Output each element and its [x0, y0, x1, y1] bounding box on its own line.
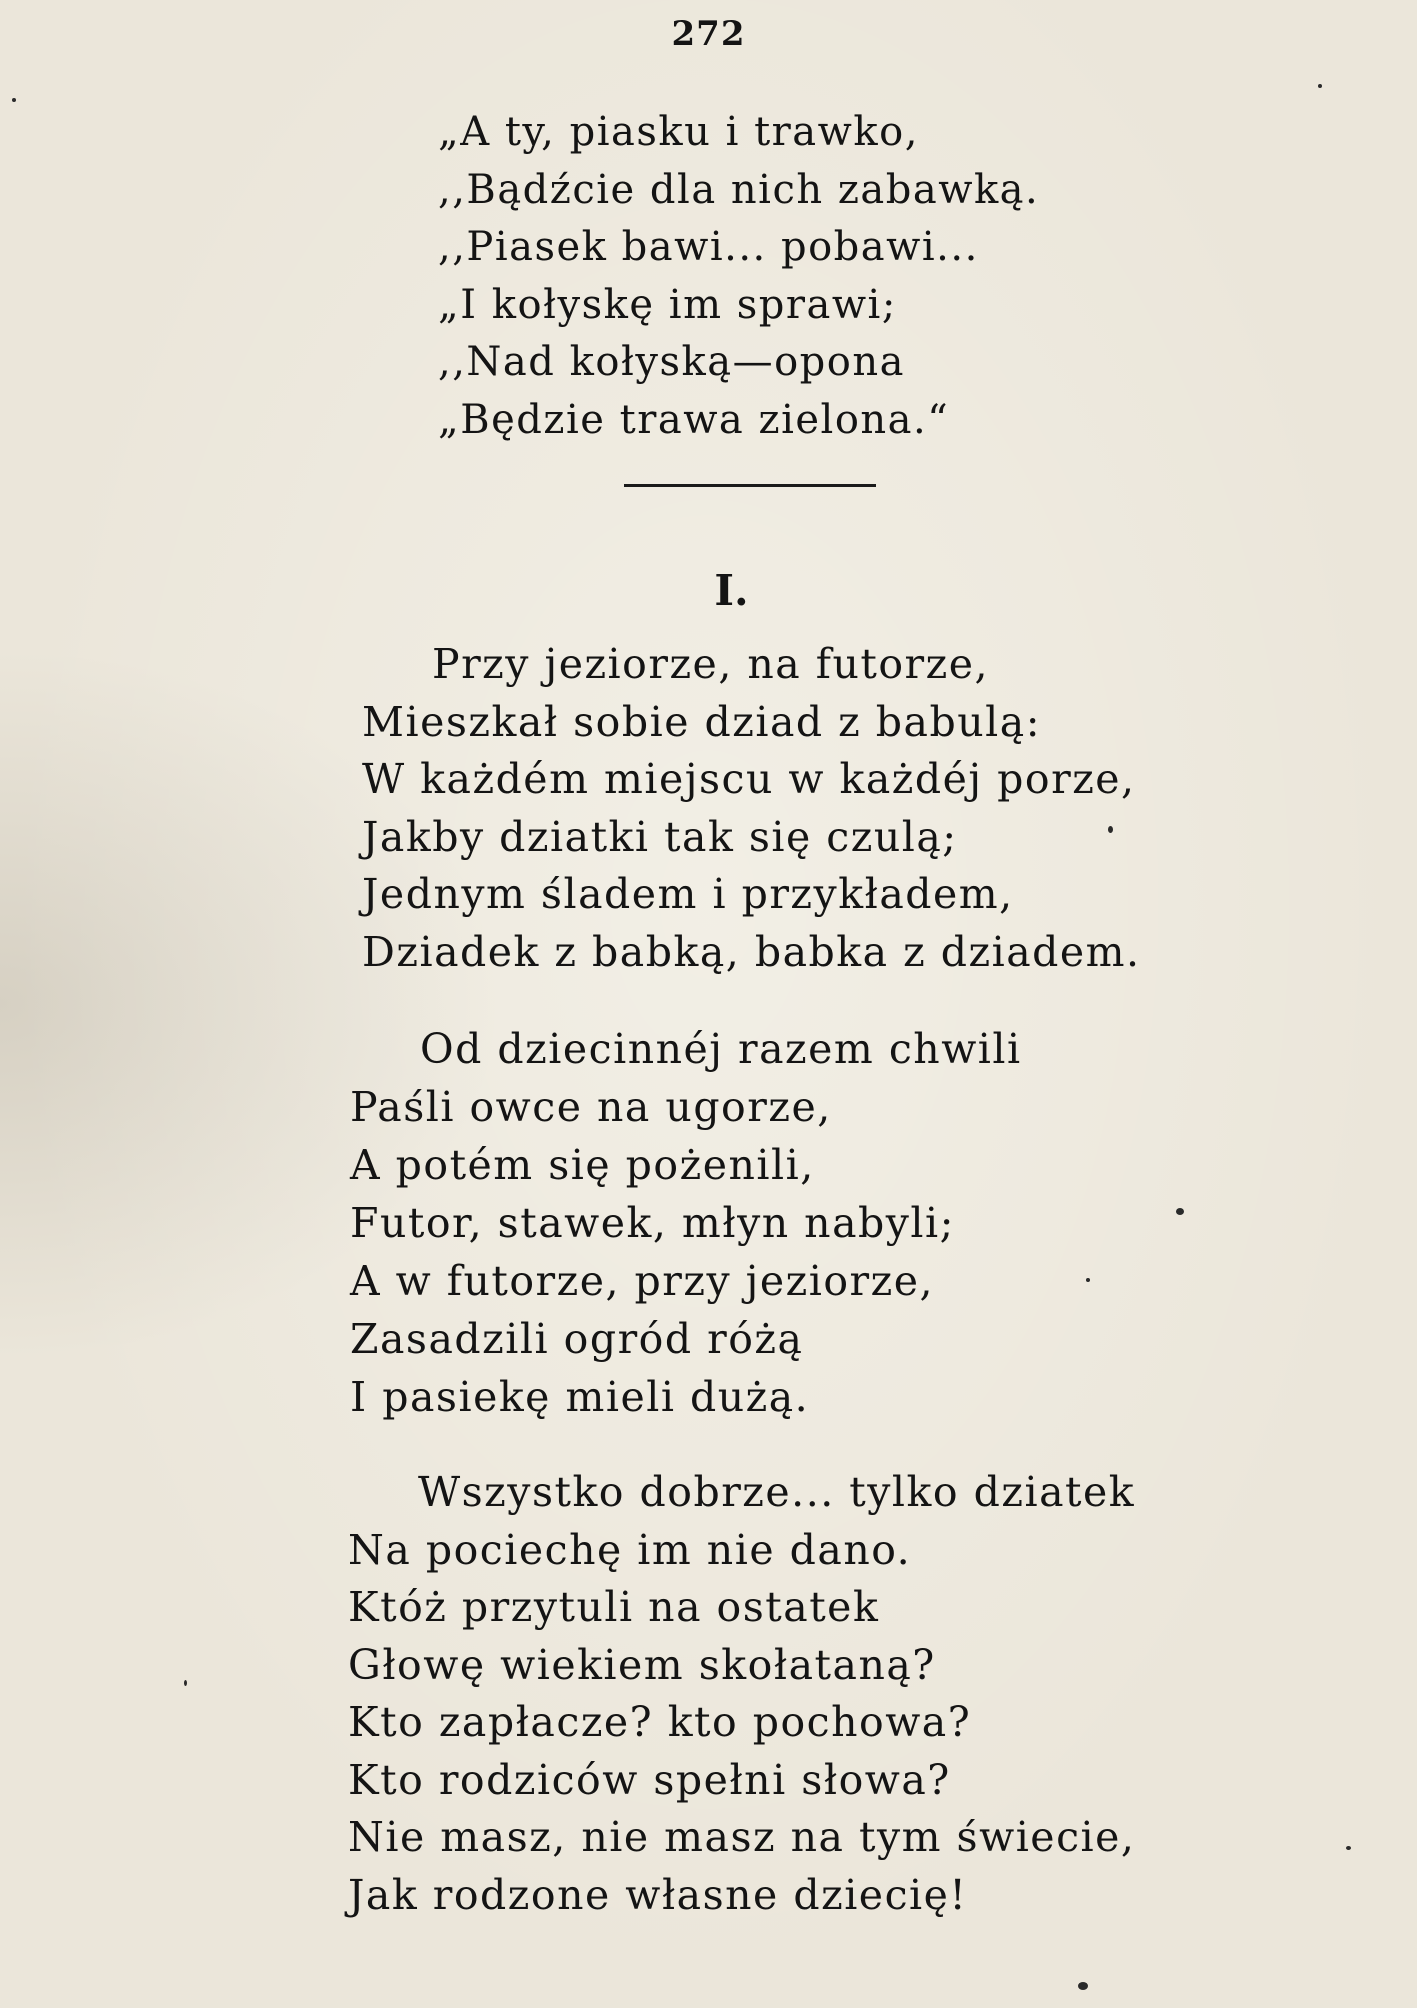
verse-line: Jakby dziatki tak się czulą;: [362, 812, 958, 861]
verse-line: Futor, stawek, młyn nabyli;: [350, 1199, 955, 1247]
verse-line: Nie masz, nie masz na tym świecie,: [348, 1813, 1136, 1861]
verse-line: Wszystko dobrze... tylko dziatek: [418, 1468, 1136, 1516]
verse-line: Zasadzili ogród różą: [350, 1315, 804, 1363]
verse-line: ,,Bądźcie dla nich zabawką.: [438, 166, 1040, 213]
verse-line: W każdém miejscu w każdéj porze,: [362, 755, 1136, 803]
paper-speck: [1086, 1278, 1090, 1282]
stanza-2: [350, 1020, 1022, 1426]
stanza-3: [348, 1464, 1135, 1924]
section-divider: [624, 484, 876, 487]
verse-line: Któż przytuli na ostatek: [348, 1583, 880, 1631]
paper-speck: [184, 1680, 187, 1686]
paper-speck: [1108, 826, 1113, 833]
verse-line: Przy jeziorze, na futorze,: [432, 640, 990, 688]
section-numeral: I.: [714, 566, 749, 615]
paper-speck: [12, 98, 16, 102]
verse-line: A w futorze, przy jeziorze,: [350, 1257, 935, 1305]
verse-line: A potém się pożenili,: [350, 1141, 815, 1189]
verse-line: „A ty, piasku i trawko,: [438, 109, 919, 155]
paper-speck: [1346, 1846, 1351, 1850]
paper-speck: [1176, 1208, 1184, 1215]
stanza-1: [362, 636, 1141, 981]
paper-speck: [1318, 84, 1322, 88]
verse-line: Mieszkał sobie dziad z babulą:: [362, 697, 1042, 746]
verse-line: Dziadek z babką, babka z dziadem.: [362, 927, 1141, 976]
verse-line: I pasiekę mieli dużą.: [350, 1373, 810, 1421]
verse-line: ,,Nad kołyską—opona: [438, 339, 905, 385]
verse-line: Paśli owce na ugorze,: [350, 1083, 832, 1131]
paper-speck: [1078, 1982, 1088, 1990]
verse-line: Kto rodziców spełni słowa?: [348, 1755, 951, 1804]
verse-line: ,,Piasek bawi... pobawi...: [438, 224, 979, 270]
page-number: 272: [671, 14, 746, 54]
verse-line: Jak rodzone własne dziecię!: [348, 1870, 968, 1919]
verse-line: Na pociechę im nie dano.: [348, 1525, 912, 1574]
top-stanza: [438, 104, 1039, 449]
verse-line: Jednym śladem i przykładem,: [362, 870, 1014, 918]
verse-line: Głowę wiekiem skołataną?: [348, 1640, 936, 1689]
verse-line: „Będzie trawa zielona.“: [438, 396, 950, 443]
verse-line: Kto zapłacze? kto pochowa?: [348, 1698, 972, 1746]
verse-line: Od dziecinnéj razem chwili: [420, 1025, 1022, 1073]
verse-line: „I kołyskę im sprawi;: [438, 281, 897, 328]
